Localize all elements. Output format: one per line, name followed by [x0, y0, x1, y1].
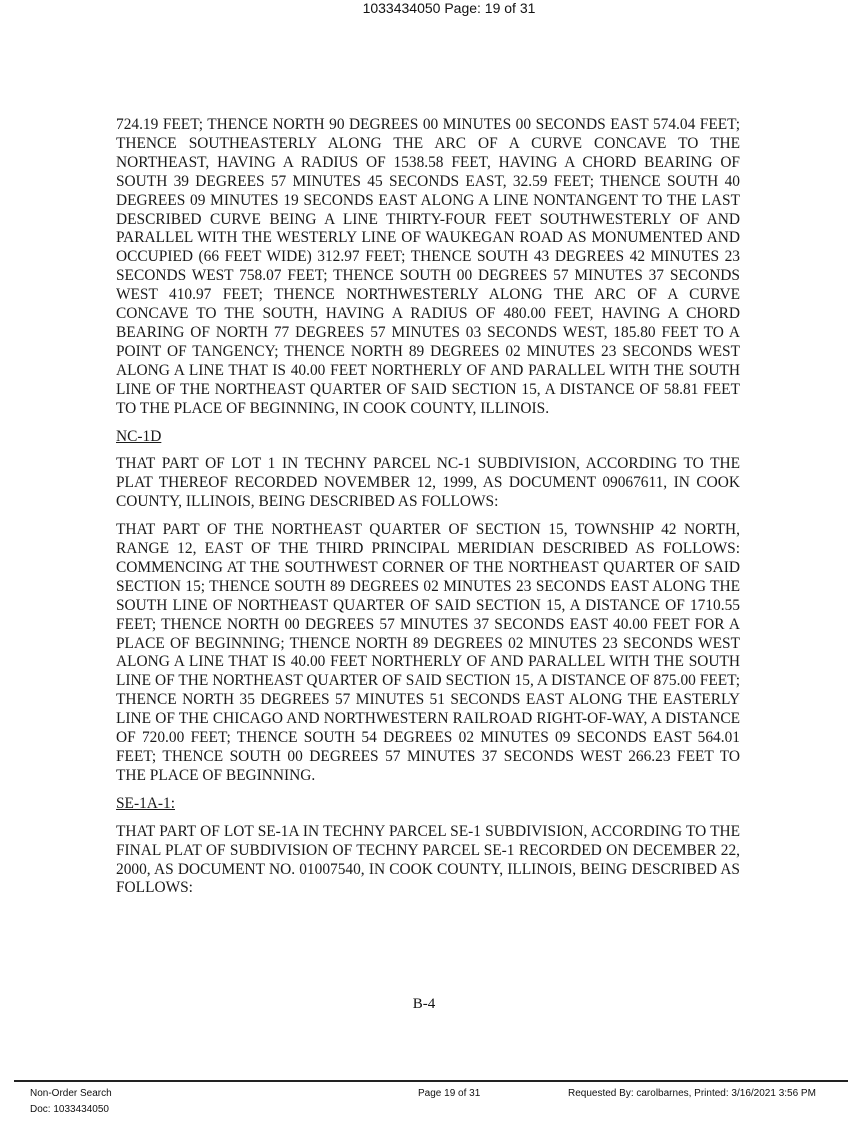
footer-doc-number: Doc: 1033434050	[30, 1104, 109, 1115]
footer-requested-by: Requested By: carolbarnes, Printed: 3/16/2021 3:56 PM	[568, 1088, 816, 1099]
paragraph-continuation: 724.19 FEET; THENCE NORTH 90 DEGREES 00 MINUTES 00 SECONDS EAST 574.04 FEET; THENCE SOUTHEASTERLY ALONG THE ARC OF A CURVE CONCAVE TO THE NORTHEAST, HAVING A RADIUS OF 1538.58 FEET, HAVING A CHORD BEARING OF SOUTH 39 DEGREES 57 MINUTES 45 SECONDS EAST, 32.59 FEET; THENCE SOUTH 40 DEGREES 09 MINUTES 19 SECONDS EAST ALONG A LINE NONTANGENT TO THE LAST DESCRIBED CURVE BEING A LINE THIRTY-FOUR FEET SOUTHWESTERLY OF AND PARALLEL WITH THE WESTERLY LINE OF WAUKEGAN ROAD AS MONUMENTED AND OCCUPIED (66 FEET WIDE) 312.97 FEET; THENCE SOUTH 43 DEGREES 42 MINUTES 23 SECONDS WEST 758.07 FEET; THENCE SOUTH 00 DEGREES 57 MINUTES 37 SECONDS WEST 410.97 FEET; THENCE NORTHWESTERLY ALONG THE ARC OF A CURVE CONCAVE TO THE SOUTH, HAVING A RADIUS OF 480.00 FEET, HAVING A CHORD BEARING OF NORTH 77 DEGREES 57 MINUTES 03 SECONDS WEST, 185.80 FEET TO A POINT OF TANGENCY; THENCE NORTH 89 DEGREES 02 MINUTES 23 SECONDS WEST ALONG A LINE THAT IS 40.00 FEET NORTHERLY OF AND PARALLEL WITH THE SOUTH LINE OF THE NORTHEAST QUARTER OF SAID SECTION 15, A DISTANCE OF 58.81 FEET TO THE PLACE OF BEGINNING, IN COOK COUNTY, ILLINOIS.	[116, 116, 740, 417]
document-page-header	[0, 0, 848, 16]
paragraph-se-lot-description: THAT PART OF LOT SE-1A IN TECHNY PARCEL SE-1 SUBDIVISION, ACCORDING TO THE FINAL PLAT OF SUBDIVISION OF TECHNY PARCEL SE-1 RECORDED ON DECEMBER 22, 2000, AS DOCUMENT NO. 01007540, IN COOK COUNTY, ILLINOIS, BEING DESCRIBED AS FOLLOWS:	[116, 822, 740, 897]
legal-description-body	[116, 116, 740, 907]
section-heading-se-1a-1: SE-1A-1:	[116, 794, 175, 812]
paragraph-metes-and-bounds: THAT PART OF THE NORTHEAST QUARTER OF SECTION 15, TOWNSHIP 42 NORTH, RANGE 12, EAST OF THE THIRD PRINCIPAL MERIDIAN DESCRIBED AS FOLLOWS: COMMENCING AT THE SOUTHWEST CORNER OF THE NORTHEAST QUARTER OF SAID SECTION 15; THENCE SOUTH 89 DEGREES 02 MINUTES 23 SECONDS EAST ALONG THE SOUTH LINE OF NORTHEAST QUARTER OF SAID SECTION 15, A DISTANCE OF 1710.55 FEET; THENCE NORTH 00 DEGREES 57 MINUTES 37 SECONDS EAST 40.00 FEET FOR A PLACE OF BEGINNING; THENCE NORTH 89 DEGREES 02 MINUTES 23 SECONDS WEST ALONG A LINE THAT IS 40.00 FEET NORTHERLY OF AND PARALLEL WITH THE SOUTH LINE OF THE NORTHEAST QUARTER OF SAID SECTION 15, A DISTANCE OF 875.00 FEET; THENCE NORTH 35 DEGREES 57 MINUTES 51 SECONDS EAST ALONG THE EASTERLY LINE OF THE CHICAGO AND NORTHWESTERN RAILROAD RIGHT-OF-WAY, A DISTANCE OF 720.00 FEET; THENCE SOUTH 54 DEGREES 02 MINUTES 09 SECONDS EAST 564.01 FEET; THENCE SOUTH 00 DEGREES 57 MINUTES 37 SECONDS WEST 266.23 FEET TO THE PLACE OF BEGINNING.	[116, 521, 740, 784]
exhibit-page-label: B-4	[412, 996, 436, 1012]
footer-page-count: Page 19 of 31	[418, 1088, 481, 1099]
paragraph-lot-description: THAT PART OF LOT 1 IN TECHNY PARCEL NC-1 SUBDIVISION, ACCORDING TO THE PLAT THEREOF RECORDED NOVEMBER 12, 1999, AS DOCUMENT 09067611, IN COOK COUNTY, ILLINOIS, BEING DESCRIBED AS FOLLOWS:	[116, 455, 740, 511]
footer-search-type: Non-Order Search	[30, 1088, 112, 1099]
section-heading-nc-1d: NC-1D	[116, 427, 162, 445]
footer-divider	[14, 1080, 848, 1082]
document-page-number: 1033434050 Page: 19 of 31	[362, 0, 536, 16]
